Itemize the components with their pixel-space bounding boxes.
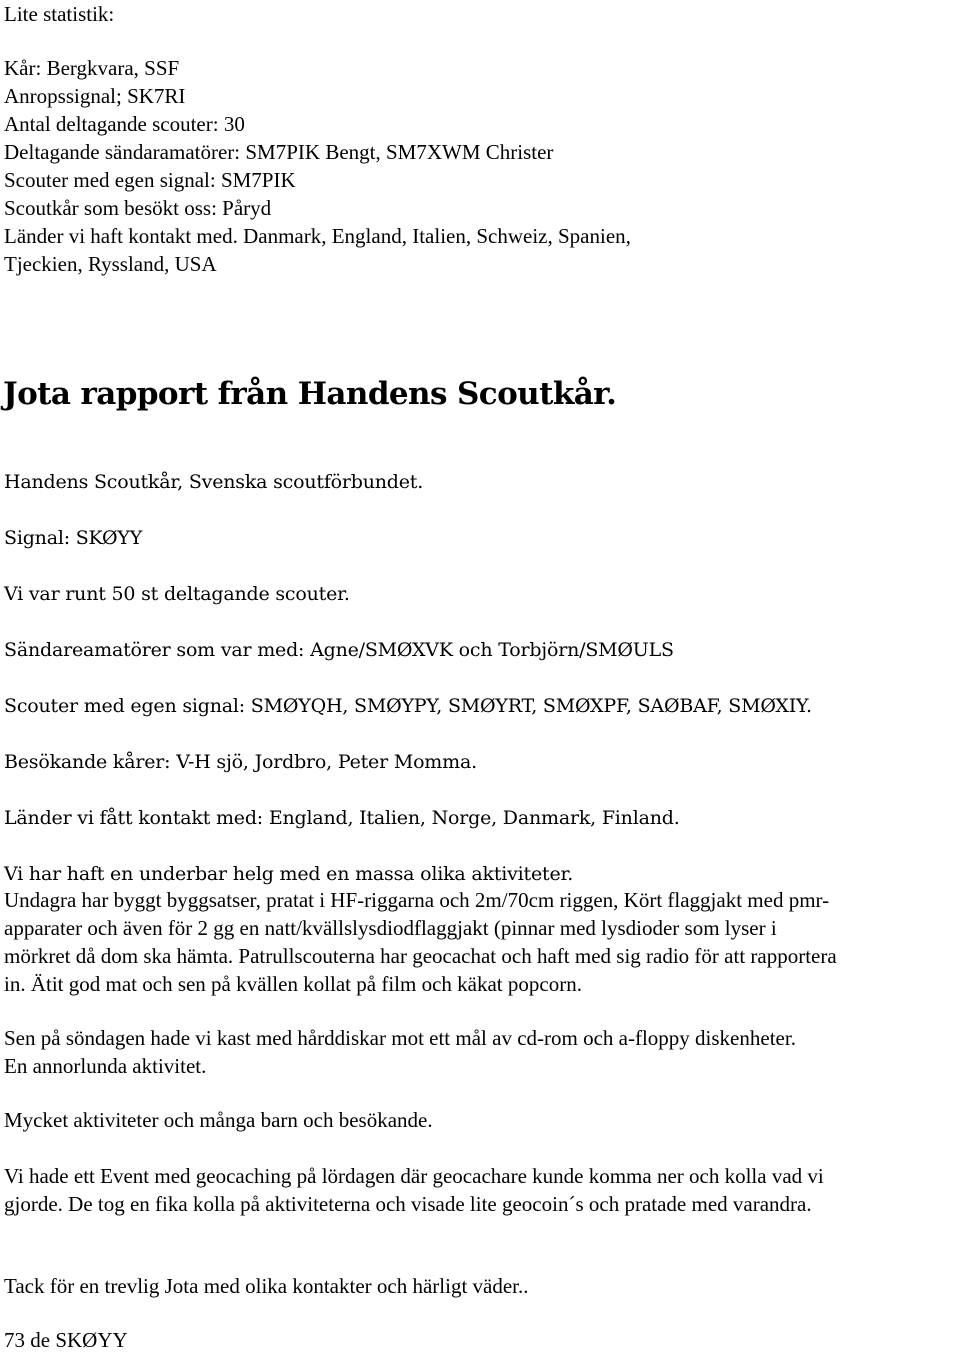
report-body-line: Vi hade ett Event med geocaching på lördagen där geocachare kunde komma ner och kolla vad vi (4, 1164, 824, 1188)
stats-header: Lite statistik: (4, 2, 115, 26)
report-body-line: Mycket aktiviteter och många barn och besökande. (4, 1108, 433, 1132)
report-body-line: mörkret då dom ska hämta. Patrullscouterna har geocachat och haft med sig radio för att rapportera (4, 944, 837, 968)
report-body-line: En annorlunda aktivitet. (4, 1054, 207, 1078)
report-body-line: apparater och även för 2 gg en natt/kvällslysdiodflaggjakt (pinnar med lysdioder som lyser i (4, 916, 777, 940)
report-title: Jota rapport från Handens Scoutkår. (3, 376, 617, 412)
report-info-helg: Vi har haft en underbar helg med en massa olika aktiviteter. (4, 863, 574, 885)
stats-line-besokt: Scoutkår som besökt oss: Påryd (4, 196, 272, 220)
report-info-sandareamatorer: Sändareamatörer som var med: Agne/SMØXVK och Torbjörn/SMØULS (4, 639, 674, 661)
stats-line-lander: Länder vi haft kontakt med. Danmark, England, Italien, Schweiz, Spanien, (4, 224, 631, 248)
stats-line-egen-signal: Scouter med egen signal: SM7PIK (4, 168, 296, 192)
stats-line-anropssignal: Anropssignal; SK7RI (4, 84, 186, 108)
report-info-signal: Signal: SKØYY (4, 527, 143, 549)
report-info-besokande: Besökande kårer: V-H sjö, Jordbro, Peter Momma. (4, 751, 477, 773)
stats-line-antal-scouter: Antal deltagande scouter: 30 (4, 112, 245, 136)
stats-line-kar: Kår: Bergkvara, SSF (4, 56, 180, 80)
report-body-line: in. Ätit god mat och sen på kvällen kollat på film och käkat popcorn. (4, 972, 582, 996)
report-body-line: Sen på söndagen hade vi kast med hårddiskar mot ett mål av cd-rom och a-floppy diskenheter. (4, 1026, 796, 1050)
report-body-line: Undagra har byggt byggsatser, pratat i HF-riggarna och 2m/70cm riggen, Kört flaggjakt med pmr- (4, 888, 830, 912)
report-info-egen-signal: Scouter med egen signal: SMØYQH, SMØYPY, SMØYRT, SMØXPF, SAØBAF, SMØXIY. (4, 695, 812, 717)
report-info-deltagare: Vi var runt 50 st deltagande scouter. (4, 583, 350, 605)
report-closing-thanks: Tack för en trevlig Jota med olika kontakter och härligt väder.. (4, 1274, 529, 1298)
stats-line-lander-cont: Tjeckien, Ryssland, USA (4, 252, 217, 276)
report-info-lander: Länder vi fått kontakt med: England, Italien, Norge, Danmark, Finland. (4, 807, 680, 829)
stats-line-sandaramatorer: Deltagande sändaramatörer: SM7PIK Bengt, SM7XWM Christer (4, 140, 554, 164)
report-info-kar: Handens Scoutkår, Svenska scoutförbundet. (4, 471, 424, 493)
report-signoff: 73 de SKØYY (4, 1328, 128, 1352)
report-body-line: gjorde. De tog en fika kolla på aktiviteterna och visade lite geocoin´s och pratade med varandra. (4, 1192, 812, 1216)
